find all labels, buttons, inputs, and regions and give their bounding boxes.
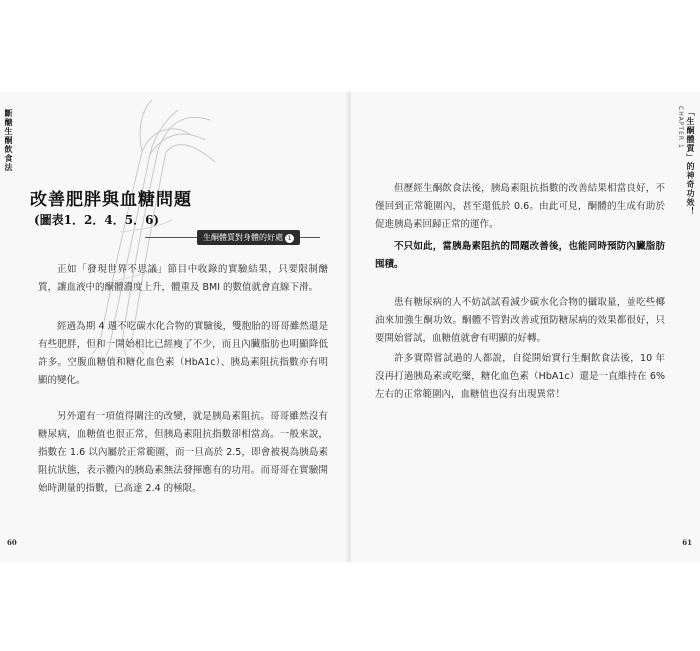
topic-tag (197, 230, 300, 245)
left-running-header: 斷醣生酮飲食法 (4, 109, 13, 172)
body-paragraph: 另外還有一項值得關注的改變，就是胰島素阻抗。哥哥雖然沒有糖尿病，血糖值也很正常，但胰島素阻抗指數卻相當高。一般來說，指數在 1.6 以內屬於正常範圍，而一旦高於 2.5，即會被視為胰島素阻抗狀態，表示體內的胰島素無法發揮應有的功用。而哥哥在實驗開始時測量的指數，已高達 2.4 的極限。 (38, 411, 328, 494)
page-number: 60 (7, 538, 17, 547)
left-page (0, 92, 349, 562)
body-paragraph: 患有糖尿病的人不妨試試看減少碳水化合物的攝取量，並吃些椰油來加強生酮功效。酮體不管對改善或預防糖尿病的效果都很好，只要開始嘗試，血糖值就會有明顯的好轉。 (375, 297, 665, 344)
page-number: 61 (682, 538, 692, 547)
body-paragraph: 正如「發現世界不思議」節目中收錄的實驗結果，只要限制醣質，讓血液中的酮體濃度上升，體重及 BMI 的數值就會直線下滑。 (38, 264, 328, 293)
section-subheading: (圖表1．2．4．5．6) (34, 213, 160, 227)
body-paragraph: 但歷經生酮飲食法後，胰島素阻抗指數的改善結果相當良好，不僅回到正常範圍內，甚至還低於 0.6。由此可見，酮體的生成有助於促進胰島素回歸正常的運作。 (375, 183, 665, 230)
body-paragraph: 許多實際嘗試過的人都說，自從開始實行生酮飲食法後，10 年沒再打過胰島素或吃藥，糖化血色素（HbA1c）還是一直維持在 6% 左右的正常範圍內，血糖值也沒有出現異常！ (375, 353, 665, 400)
topic-tag-label: 生酮體質對身體的好處 (203, 233, 283, 242)
topic-tag-number: 1 (285, 234, 294, 243)
body-paragraph: 經過為期 4 週不吃碳水化合物的實驗後，雙胞胎的哥哥雖然還是有些肥胖，但和一開始相比已經瘦了不少，而且內臟脂肪也明顯降低許多。空腹血糖值和糖化血色素（HbA1c）、胰島素阻抗指數亦有明顯的變化。 (38, 321, 328, 386)
emphasis-paragraph: 不只如此，當胰島素阻抗的問題改善後，也能同時預防內臟脂肪囤積。 (375, 241, 665, 270)
chapter-label: CHAPTER 1 (677, 106, 684, 149)
right-page (351, 92, 700, 562)
section-heading: 改善肥胖與血糖問題 (30, 190, 192, 210)
book-spread (0, 92, 700, 562)
chapter-title: 「生酮體質」的神奇功效！ (686, 108, 695, 216)
right-running-header (674, 106, 696, 226)
